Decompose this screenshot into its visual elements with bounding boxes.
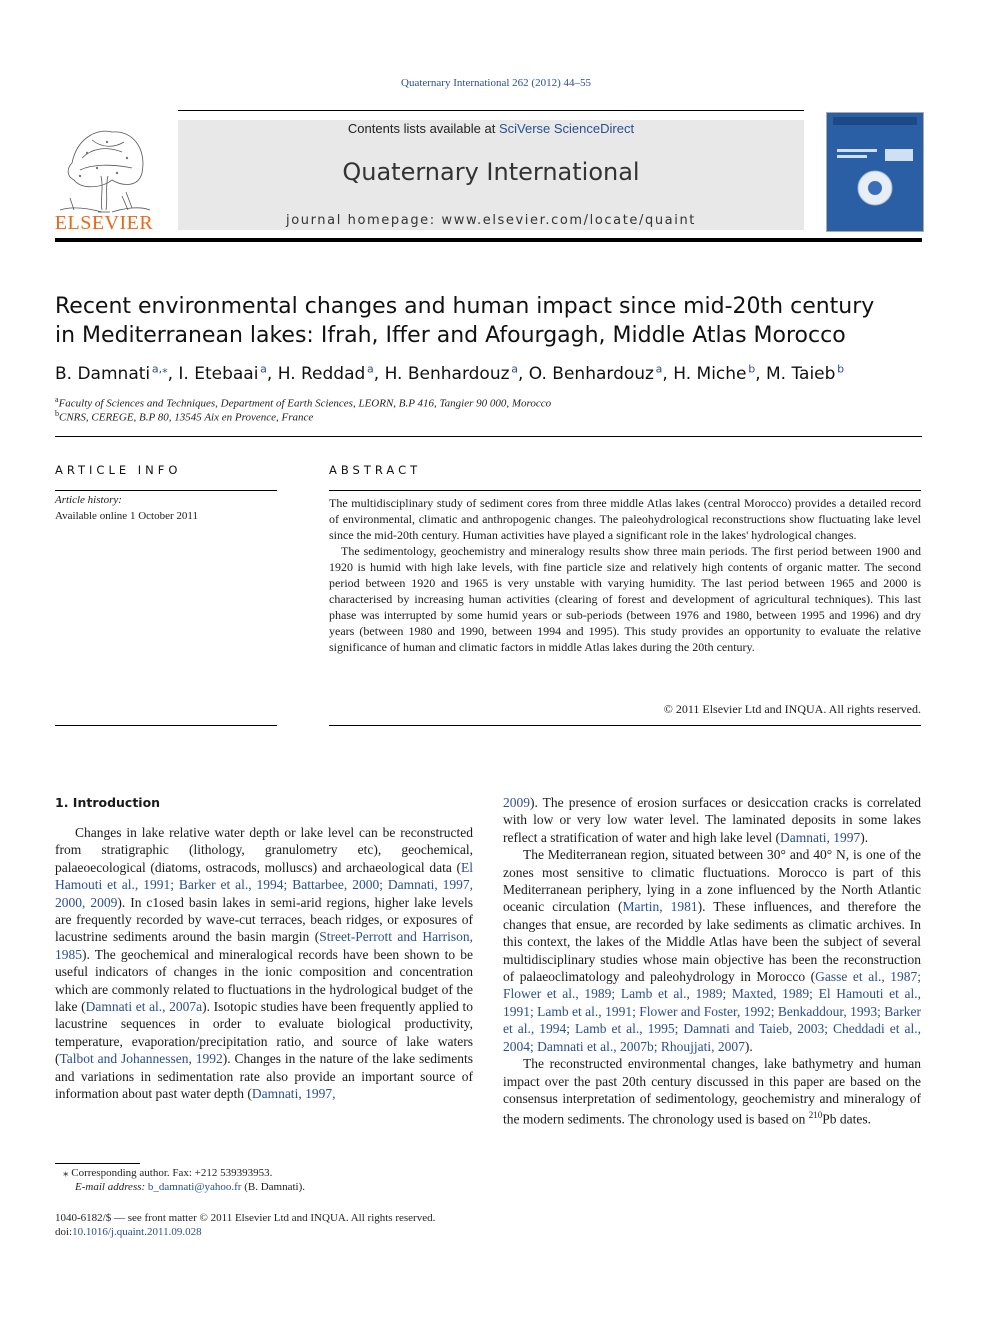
introduction-heading: 1. Introduction [55, 795, 161, 810]
author-affiliation-marker[interactable]: a [511, 362, 518, 375]
doi-link[interactable]: 10.1016/j.quaint.2011.09.028 [72, 1226, 202, 1238]
email-note: E-mail address: b_damnati@yahoo.fr (B. Damnati). [75, 1181, 305, 1193]
footnote-rule [55, 1163, 140, 1164]
author: B. Damnati $^{a,⁎}$, [55, 362, 179, 384]
masthead-bottom-rule [55, 238, 922, 242]
abstract-heading: ABSTRACT [329, 463, 422, 477]
body-column-left [55, 824, 473, 1103]
citation-link[interactable]: Street-Perrott and Harrison, 1985 [55, 929, 473, 962]
available-online-date: Available online 1 October 2011 [55, 510, 198, 522]
citation-link[interactable]: Damnati et al., 2007a [85, 999, 203, 1015]
email-link[interactable]: b_damnati@yahoo.fr [147, 1181, 242, 1193]
article-title [55, 292, 915, 350]
author-affiliation-marker[interactable]: b [748, 362, 756, 375]
article-title-line-1: Recent environmental changes and human impact since mid-20th century [55, 294, 875, 319]
abstract-rule [329, 490, 921, 491]
body-paragraph: The Mediterranean region, situated between 30° and 40° N, is one of the zones most sensitive to climatic fluctuations. Morocco is part of this Mediterranean periphery, lying in a zone influenced by the North Atlantic oceanic circulation (Martin, 1981). These influences, and therefore the changes that ensue, are recorded by lake sediments as climatic archives. In this context, the lakes of the Middle Atlas have been the subject of several multidisciplinary studies whose main objective has been the reconstruction of palaeoclimatology and paleohydrology in Morocco (Gasse et al., 1987; Flower et al., 1989; Lamb et al., 1989; Maxted, 1989; El Hamouti et al., 1991; Lamb et al., 1991; Flower and Foster, 1992; Benkaddour, 1993; Barker et al., 1994; Lamb et al., 1995; Damnati and Taieb, 2003; Cheddadi et al., 2004; Damnati et al., 2007b; Rhoujjati, 2007). [503, 847, 921, 1054]
author: M. Taieb $^b$ [766, 362, 845, 384]
author: I. Etebaai $^a$, [178, 362, 278, 384]
abstract-bottom-rule [329, 725, 921, 726]
masthead-top-rule [178, 110, 804, 111]
contents-line [178, 121, 804, 136]
citation-link[interactable]: Damnati, 1997, [251, 1086, 336, 1102]
journal-title: Quaternary International [342, 158, 640, 186]
journal-reference[interactable]: Quaternary International 262 (2012) 44–55 [401, 77, 591, 89]
author: H. Benhardouz $^a$, [384, 362, 529, 384]
article-info-heading: ARTICLE INFO [55, 463, 182, 477]
contents-prefix: Contents lists available at [347, 121, 499, 136]
abstract-copyright: © 2011 Elsevier Ltd and INQUA. All rights reserved. [663, 702, 921, 716]
body-paragraph: The reconstructed environmental changes, lake bathymetry and human impact over the past 20th century discussed in this paper are based on the consensus interpretation of sedimentology, geochemistry and mineralogy of the modern sediments. The chronology used is based on $^{210}$Pb dates. [503, 1056, 921, 1127]
header-divider [55, 436, 922, 437]
author-affiliation-marker[interactable]: a [260, 362, 267, 375]
body-paragraph: 2009). The presence of erosion surfaces or desiccation cracks is correlated with low or very low water level. The laminated deposits in some lakes reflect a stratification of water and high lake level (Damnati, 1997). [503, 795, 921, 845]
body-column-right [503, 794, 921, 1128]
article-history-label: Article history: [55, 494, 122, 506]
article-info-bottom-rule [55, 725, 277, 726]
sciencedirect-link[interactable]: SciVerse ScienceDirect [498, 121, 635, 136]
affiliation-b: $^b$CNRS, CEREGE, B.P 80, 13545 Aix en Provence, France [55, 409, 314, 424]
citation-link[interactable]: Damnati, 1997 [780, 829, 861, 845]
citation-link[interactable]: Martin, 1981 [622, 899, 698, 915]
affiliation-a: $^a$Faculty of Sciences and Techniques, Department of Earth Sciences, LEORN, B.P 416, Tangier 90 000, Morocco [55, 395, 552, 410]
citation-link[interactable]: 2009 [503, 795, 530, 810]
article-title-line-2: in Mediterranean lakes: Ifrah, Iffer and Afourgagh, Middle Atlas Morocco [55, 323, 846, 348]
journal-homepage[interactable]: journal homepage: www.elsevier.com/locate/quaint [285, 213, 696, 228]
author: O. Benhardouz $^a$, [528, 362, 674, 384]
elsevier-wordmark: ELSEVIER [54, 212, 154, 234]
author: H. Reddad $^a$, [277, 362, 385, 384]
corresponding-author-note: ⁎ Corresponding author. Fax: +212 539393953. [63, 1167, 273, 1179]
abstract-body [329, 495, 921, 655]
author-list [55, 362, 925, 384]
abstract-paragraph: The sedimentology, geochemistry and mineralogy results show three main periods. The first period between 1900 and 1920 is humid with high lake levels, with fine particle size and relatively high contents of organic matter. The second period between 1920 and 1965 is very unstable with varying humidity. The last period between 1965 and 2000 is characterised by increasing human activities (clearing of forest and development of agricultural techniques). This last phase was interrupted by some humid years or sub-periods (between 1976 and 1980, between 1995 and 1996) and dry years (between 1980 and 1990, between 1994 and 1995). This study provides an opportunity to evaluate the relative significance of human and climatic factors in middle Atlas lakes during the 20th century. [329, 544, 921, 654]
journal-cover-image[interactable] [826, 112, 924, 232]
issn-line: 1040-6182/$ — see front matter © 2011 Elsevier Ltd and INQUA. All rights reserved. [55, 1212, 436, 1224]
doi-line: doi:10.1016/j.quaint.2011.09.028 [55, 1226, 202, 1238]
author-affiliation-marker[interactable]: b [837, 362, 845, 375]
abstract-paragraph: The multidisciplinary study of sediment cores from three middle Atlas lakes (central Morocco) provides a detailed record of environmental, climatic and anthropogenic changes. The paleohydrological reconstructions show fluctuating lake level since the mid-20th century. Human activities have played a significant role in the lakes' hydrological changes. [329, 496, 921, 542]
author: H. Miche $^b$, [673, 362, 766, 384]
author-affiliation-marker[interactable]: a,⁎ [151, 362, 168, 375]
citation-link[interactable]: Talbot and Johannessen, 1992 [59, 1051, 223, 1067]
cover-emblem-icon [855, 168, 895, 208]
citation-link[interactable]: El Hamouti et al., 1991; Barker et al., 1994; Battarbee, 2000; Damnati, 1997, 2000, 2009 [55, 859, 473, 910]
citation-link[interactable]: Gasse et al., 1987; Flower et al., 1989; Lamb et al., 1989; Maxted, 1989; El Hamouti et al., 1991; Lamb et al., 1991; Flower and Foster, 1992; Benkaddour, 1993; Barker et al., 1994; Lamb et al., 1995; Damnati and Taieb, 2003; Cheddadi et al., 2004; Damnati et al., 2007b; Rhoujjati, 2007 [503, 969, 921, 1054]
body-paragraph: Changes in lake relative water depth or lake level can be reconstructed from stratigraphic (lithology, granulometry etc), geochemical, palaeoecological (diatoms, ostracods, molluscs) and archaeological data (El Hamouti et al., 1991; Barker et al., 1994; Battarbee, 2000; Damnati, 1997, 2000, 2009). In c1osed basin lakes in semi-arid regions, higher lake levels are frequently recorded by wave-cut terraces, beach ridges, or exposures of lacustrine sediments around the basin margin (Street-Perrott and Harrison, 1985). The geochemical and mineralogical records have been shown to be useful indicators of changes in the ionic composition and concentration which are commonly related to fluctuations in the hydrological budget of the lake (Damnati et al., 2007a). Isotopic studies have been frequently applied to lacustrine sequences in order to evaluate biological productivity, temperature, evaporation/precipitation ratio, and source of lake waters (Talbot and Johannessen, 1992). Changes in the nature of the lake sediments and variations in sedimentation rate also provide an important source of information about past water depth (Damnati, 1997, [55, 825, 474, 1102]
author-affiliation-marker[interactable]: a [367, 362, 374, 375]
article-info-rule [55, 490, 277, 491]
author-affiliation-marker[interactable]: a [655, 362, 663, 375]
